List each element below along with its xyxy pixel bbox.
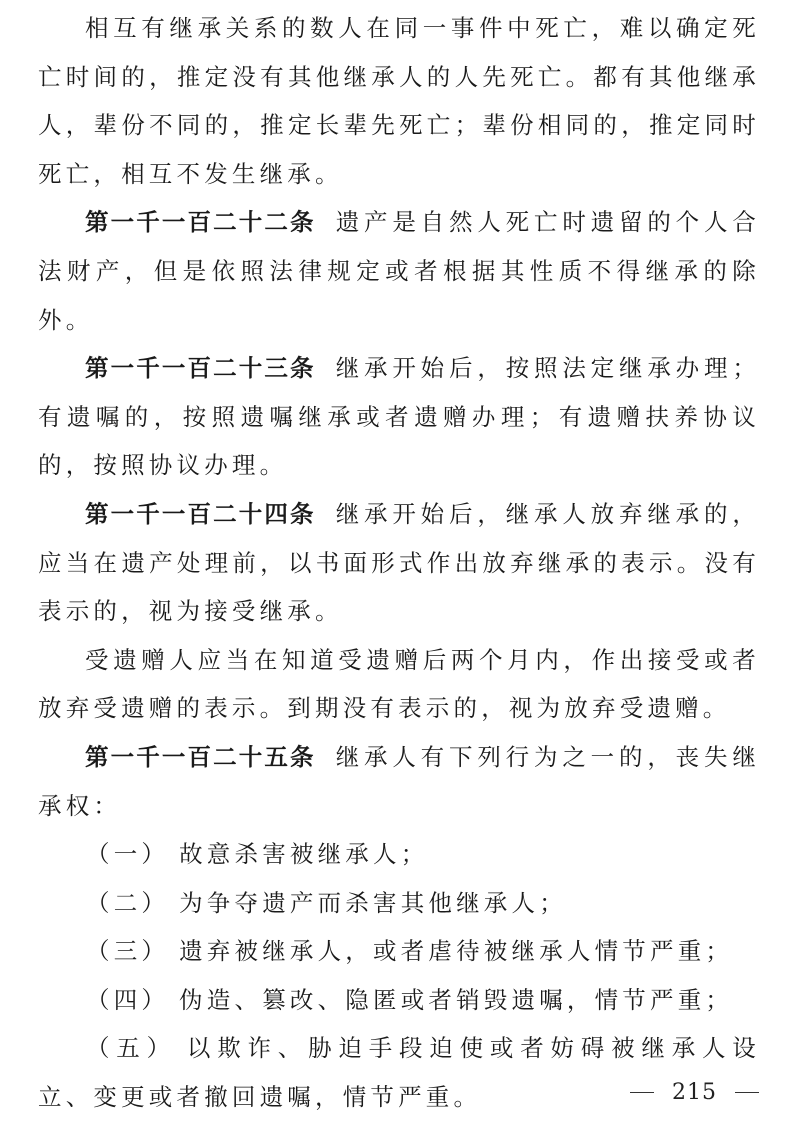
article-number: 第一千一百二十五条 — [85, 742, 316, 771]
article-text: 继承人有下列行为之一的，丧失继承权： — [38, 742, 761, 820]
list-item-number: （一） — [86, 840, 170, 869]
list-item-number: （五） — [86, 1034, 177, 1063]
page-footer — [630, 1080, 759, 1105]
list-item-text: 伪造、篡改、隐匿或者销毁遗嘱，情节严重； — [179, 985, 734, 1014]
article-1124 — [38, 490, 760, 636]
article-number: 第一千一百二十二条 — [85, 208, 316, 237]
document-page — [38, 0, 760, 1122]
list-item — [38, 1024, 760, 1121]
list-item-text: 为争夺遗产而杀害其他继承人； — [179, 888, 567, 917]
list-item-text: 遗弃被继承人，或者虐待被继承人情节严重； — [179, 937, 734, 966]
article-1123 — [38, 344, 760, 490]
list-item — [38, 976, 760, 1025]
list-item-number: （三） — [86, 937, 170, 966]
list-item-text: 以欺诈、胁迫手段迫使或者妨碍被继承人设立、变更或者撤回遗嘱，情节严重。 — [38, 1034, 760, 1112]
article-text: 继承开始后，按照法定继承办理；有遗嘱的，按照遗嘱继承或者遗赠办理；有遗赠扶养协议的，按照协议办理。 — [38, 354, 761, 480]
paragraph-text: 受遗赠人应当在知道受遗赠后两个月内，作出接受或者放弃受遗赠的表示。到期没有表示的，视为放弃受遗赠。 — [38, 645, 760, 723]
page-number: 215 — [672, 1080, 717, 1105]
list-item — [38, 830, 760, 879]
article-1122 — [38, 198, 760, 344]
article-1125 — [38, 733, 760, 830]
list-item-number: （四） — [86, 985, 170, 1014]
footer-dash-left — [630, 1092, 654, 1093]
list-item-text: 故意杀害被继承人； — [179, 840, 429, 869]
article-number: 第一千一百二十三条 — [85, 354, 316, 383]
footer-dash-right — [735, 1092, 759, 1093]
paragraph-legatee — [38, 636, 760, 733]
article-text: 继承开始后，继承人放弃继承的，应当在遗产处理前，以书面形式作出放弃继承的表示。没有表示的，视为接受继承。 — [38, 499, 761, 626]
article-text: 遗产是自然人死亡时遗留的个人合法财产，但是依照法律规定或者根据其性质不得继承的除外。 — [38, 208, 761, 334]
article-number: 第一千一百二十四条 — [85, 499, 316, 528]
paragraph-text: 相互有继承关系的数人在同一事件中死亡，难以确定死亡时间的，推定没有其他继承人的人先死亡。都有其他继承人，辈份不同的，推定长辈先死亡；辈份相同的，推定同时死亡，相互不发生继承。 — [38, 14, 760, 188]
list-item — [38, 879, 760, 928]
paragraph-simultaneous-death — [38, 4, 760, 198]
list-item-number: （二） — [86, 888, 170, 917]
list-item — [38, 927, 760, 976]
